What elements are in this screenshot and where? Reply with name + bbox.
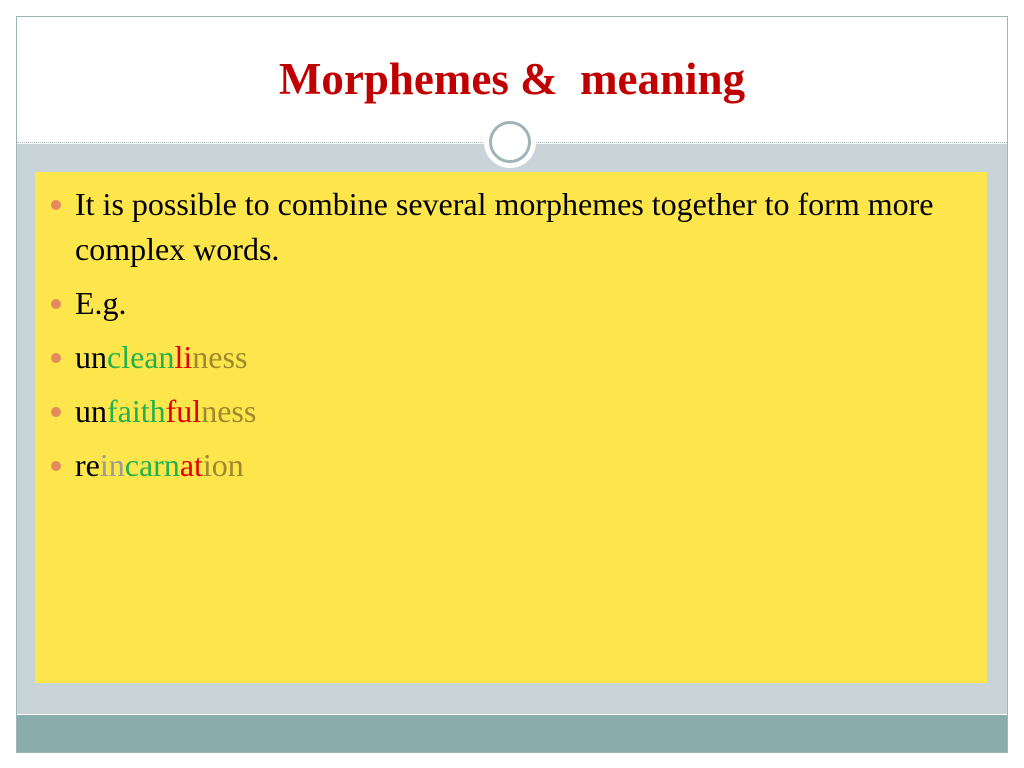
footer-band xyxy=(17,715,1007,752)
bullet-item-uncleanliness xyxy=(35,335,987,380)
morpheme-suffix: ness xyxy=(201,393,257,429)
content-box xyxy=(35,172,987,683)
morpheme-suffix: ful xyxy=(165,393,202,429)
bullet-text: It is possible to combine several morphemes together to form more complex words. xyxy=(75,186,934,267)
bullet-text: E.g. xyxy=(75,285,127,321)
morpheme-root: carn xyxy=(124,447,180,483)
bullet-dot-icon xyxy=(51,299,61,309)
bullet-item-combine xyxy=(35,182,987,272)
bullet-dot-icon xyxy=(51,461,61,471)
morpheme-prefix: in xyxy=(99,447,125,483)
divider-circle-ring xyxy=(489,121,531,163)
bullet-item-unfaithfulness xyxy=(35,389,987,434)
bullet-list xyxy=(35,172,987,488)
morpheme-prefix: un xyxy=(75,393,107,429)
bullet-item-reincarnation xyxy=(35,443,987,488)
bullet-item-eg xyxy=(35,281,987,326)
morpheme-suffix: ness xyxy=(192,339,248,375)
morpheme-suffix: at xyxy=(179,447,203,483)
morpheme-root: clean xyxy=(107,339,175,375)
bullet-dot-icon xyxy=(51,200,61,210)
morpheme-suffix: ion xyxy=(202,447,244,483)
bullet-dot-icon xyxy=(51,353,61,363)
bullet-dot-icon xyxy=(51,407,61,417)
morpheme-prefix: un xyxy=(75,339,107,375)
morpheme-prefix: re xyxy=(75,447,100,483)
slide xyxy=(16,16,1008,753)
morpheme-suffix: li xyxy=(174,339,193,375)
slide-title: Morphemes & meaning xyxy=(278,54,746,104)
morpheme-root: faith xyxy=(107,393,166,429)
